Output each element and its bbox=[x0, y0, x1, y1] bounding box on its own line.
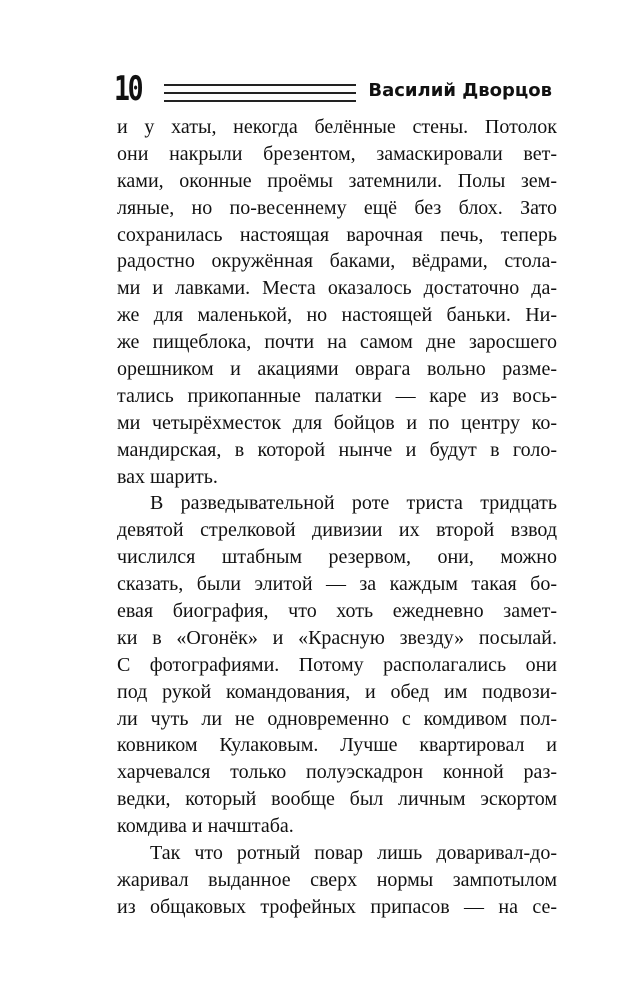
text-line: Так что ротный повар лишь доваривал-до- bbox=[150, 842, 557, 865]
text-line: ками, оконные проёмы затемнили. Полы зем- bbox=[117, 169, 557, 192]
paragraph-2 bbox=[117, 490, 557, 840]
author-name: Василий Дворцов bbox=[356, 80, 552, 102]
text-line: вах шарить. bbox=[117, 465, 218, 488]
text-line: они накрыли брезентом, замаскировали вет- bbox=[117, 142, 557, 165]
text-line: ли чуть ли не одновременно с комдивом пол- bbox=[117, 707, 557, 730]
text-line: мандирская, в которой нынче и будут в голо- bbox=[117, 438, 557, 461]
text-line: сказать, были элитой — за каждым такая бо- bbox=[117, 573, 557, 596]
page-number: 10 bbox=[114, 69, 142, 109]
text-line: жаривал выданное сверх нормы зампотылом bbox=[117, 868, 557, 891]
text-line: же пищеблока, почти на самом дне заросшего bbox=[117, 331, 557, 354]
text-line: ляные, но по-весеннему ещё без блох. Зато bbox=[117, 196, 557, 219]
text-line: девятой стрелковой дивизии их второй взвод bbox=[117, 519, 557, 542]
paragraph-3 bbox=[117, 840, 557, 921]
text-line: же для маленькой, но настоящей баньки. Ни- bbox=[117, 304, 557, 327]
text-line: ми и лавками. Места оказалось достаточно да- bbox=[117, 277, 557, 300]
text-line: орешником и акациями оврага вольно разме- bbox=[117, 358, 557, 381]
running-header bbox=[114, 70, 556, 114]
header-rule-middle bbox=[164, 92, 382, 94]
text-line: комдива и начштаба. bbox=[117, 815, 294, 838]
body-text bbox=[117, 114, 557, 921]
paragraph-1 bbox=[117, 114, 557, 490]
text-line: В разведывательной роте триста тридцать bbox=[150, 492, 557, 515]
text-line: числился штабным резервом, они, можно bbox=[117, 546, 557, 569]
text-line: сохранилась настоящая варочная печь, теперь bbox=[117, 223, 557, 246]
text-line: ми четырёхместок для бойцов и по центру ко- bbox=[117, 411, 557, 434]
text-line: тались прикопанные палатки — каре из вось- bbox=[117, 384, 557, 407]
text-line: ковником Кулаковым. Лучше квартировал и bbox=[117, 734, 557, 757]
text-line: С фотографиями. Потому располагались они bbox=[117, 653, 557, 676]
text-line: харчевался только полуэскадрон конной раз- bbox=[117, 761, 557, 784]
text-line: из общаковых трофейных припасов — на се- bbox=[117, 895, 557, 918]
text-line: ки в «Огонёк» и «Красную звезду» посылай. bbox=[117, 626, 557, 649]
text-line: радостно окружённая баками, вёдрами, стола- bbox=[117, 250, 557, 273]
text-line: евая биография, что хоть ежедневно замет- bbox=[117, 600, 557, 623]
text-line: ведки, который вообще был личным эскортом bbox=[117, 788, 557, 811]
text-line: и у хаты, некогда белённые стены. Потолок bbox=[117, 116, 557, 138]
text-line: под рукой командования, и обед им подвози- bbox=[117, 680, 557, 703]
